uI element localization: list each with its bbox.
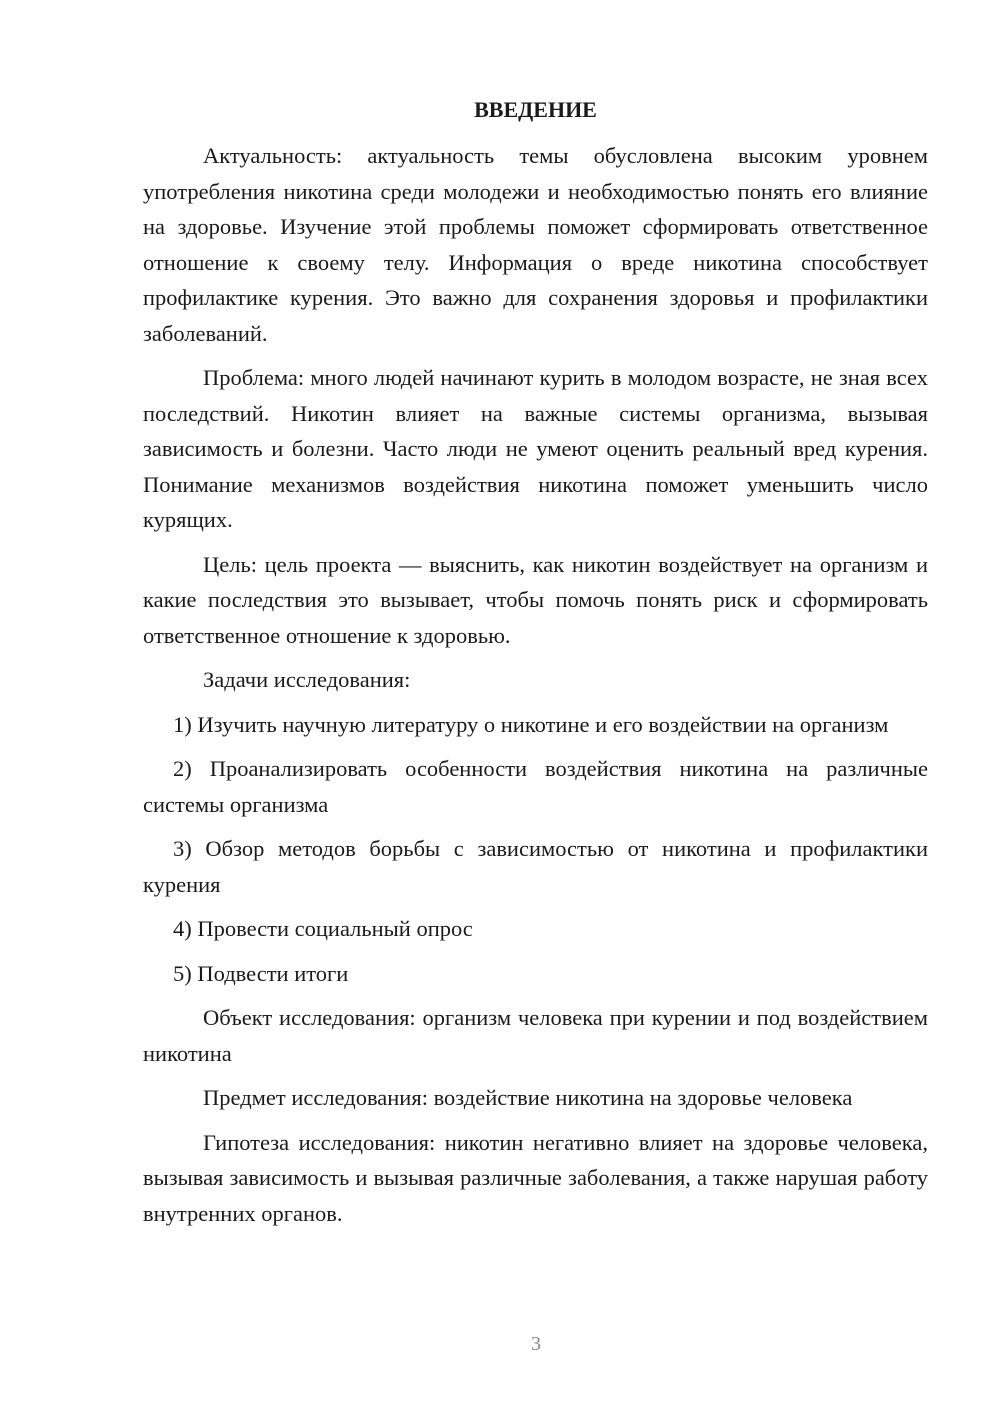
hypothesis-paragraph: Гипотеза исследования: никотин негативно влияет на здоровье человека, вызывая зависимость и вызывая различные заболевания, а также нарушая работу внутренних органов.: [143, 1129, 928, 1226]
goal-paragraph: Цель: цель проекта — выяснить, как никотин воздействует на организм и какие последствия это вызывает, чтобы помочь понять риск и сформировать ответственное отношение к здоровью.: [143, 551, 928, 648]
page-body: [143, 94, 928, 1240]
subject-paragraph: Предмет исследования: воздействие никотина на здоровье человека: [203, 1085, 853, 1110]
page-title: ВВЕДЕНИЕ: [474, 97, 597, 122]
task-item: 3) Обзор методов борьбы с зависимостью от никотина и профилактики курения: [143, 836, 928, 897]
page-number: 3: [531, 1333, 541, 1355]
task-item: 4) Провести социальный опрос: [173, 916, 473, 941]
tasks-label: Задачи исследования:: [203, 667, 411, 692]
object-paragraph: Объект исследования: организм человека при курении и под воздействием никотина: [143, 1005, 928, 1066]
task-item: 5) Подвести итоги: [173, 960, 349, 986]
problem-paragraph: Проблема: много людей начинают курить в молодом возрасте, не зная всех последствий. Никотин влияет на важные системы организма, вызывая зависимость и болезни. Часто люди не умеют оценить реальный вред курения. Понимание механизмов воздействия никотина поможет уменьшить число курящих.: [143, 365, 928, 532]
task-item: 1) Изучить научную литературу о никотине и его воздействии на организм: [173, 711, 889, 737]
task-item: 2) Проанализировать особенности воздействия никотина на различные системы организма: [143, 756, 928, 817]
relevance-paragraph: Актуальность: актуальность темы обусловлена высоким уровнем употребления никотина среди молодежи и необходимостью понять его влияние на здоровье. Изучение этой проблемы поможет сформировать ответственное отношение к своему телу. Информация о вреде никотина способствует профилактике курения. Это важно для сохранения здоровья и профилактики заболеваний.: [143, 143, 928, 346]
